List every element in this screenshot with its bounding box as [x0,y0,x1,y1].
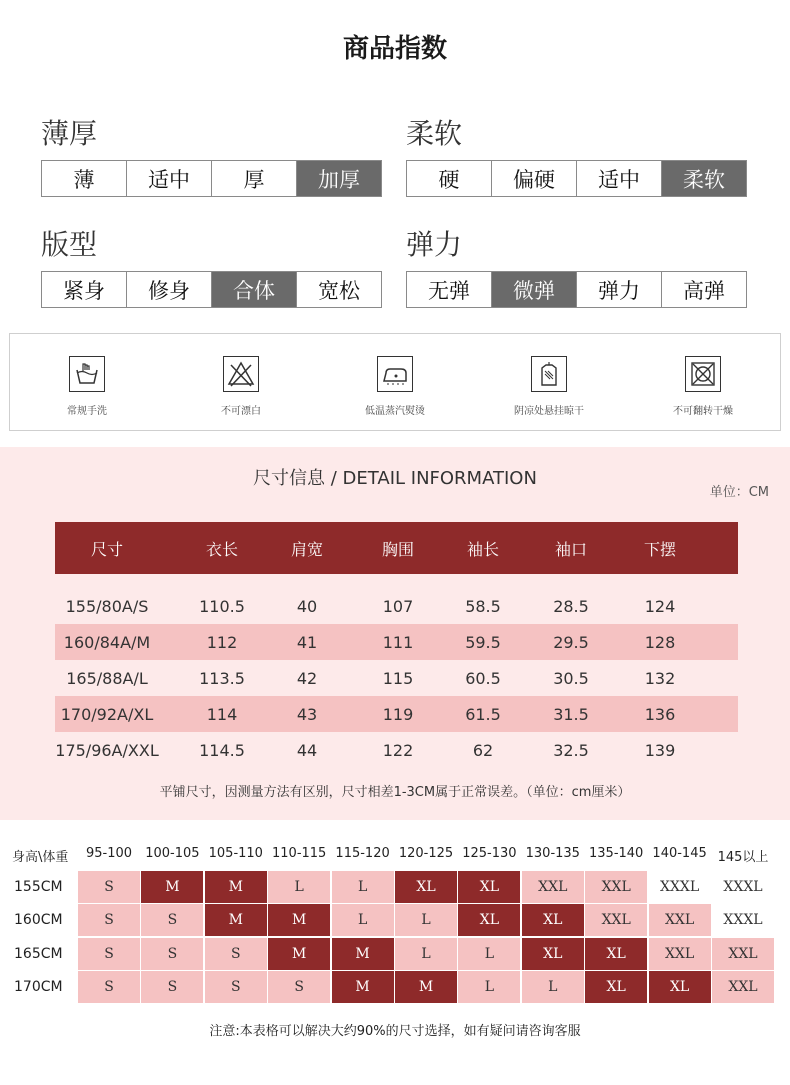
measurement-cell: 111 [382,632,414,652]
size-cell: XXL [712,971,774,1003]
softness-group [406,114,747,197]
table-row [0,971,790,1004]
care-label: 不可漂白 [221,406,261,417]
attr-title: 柔软 [406,117,463,150]
measurement-cell: 29.5 [553,632,589,652]
low-temp-steam-iron-icon [377,356,413,392]
size-label: 170/92A/XL [60,704,154,724]
height-label: 170CM [14,979,63,995]
size-cell: L [395,938,457,970]
attr-option: 修身 [127,272,212,307]
no-bleach-icon [223,356,259,392]
size-label: 175/96A/XXL [55,740,159,760]
measurement-cell: 114.5 [199,740,245,760]
care-item [10,334,164,430]
size-cell: XL [458,871,520,903]
no-tumble-dry-icon [685,356,721,392]
care-label: 不可翻转干燥 [673,406,733,417]
size-cell: XXL [649,904,711,936]
size-cell: XXL [585,871,647,903]
size-cell: XXXL [659,879,700,895]
height-label: 160CM [14,912,63,928]
measurement-cell: 124 [644,596,676,616]
measurement-cell: 112 [206,632,238,652]
elasticity-group [406,225,747,308]
size-cell: L [395,904,457,936]
attr-option: 硬 [407,161,492,196]
attr-bar [406,160,747,197]
thickness-group [41,114,382,197]
size-cell: L [522,971,584,1003]
size-cell: XXL [522,871,584,903]
care-item [164,334,318,430]
size-cell: S [141,904,203,936]
weight-header: 145以上 [717,850,769,865]
measurement-cell: 31.5 [553,704,589,724]
attr-option: 无弹 [407,272,492,307]
size-cell: L [268,871,330,903]
size-cell: XL [522,938,584,970]
measurement-cell: 44 [296,740,318,760]
size-cell: L [458,971,520,1003]
detail-table-header [55,522,738,574]
size-cell: M [141,871,203,903]
size-label: 155/80A/S [65,596,149,616]
weight-header: 130-135 [525,846,580,861]
fit-group [41,225,382,308]
size-cell: XXL [712,938,774,970]
attr-title: 弹力 [406,228,463,261]
weight-header: 105-110 [208,846,263,861]
weight-header: 125-130 [462,846,517,861]
size-label: 165/88A/L [66,668,148,688]
detail-header-cell: 袖口 [554,539,587,559]
detail-header-cell: 尺寸 [90,539,123,559]
attr-bar [41,271,382,308]
measurement-cell: 128 [644,632,676,652]
attr-bar [406,271,747,308]
size-cell: M [332,938,394,970]
attr-option: 适中 [577,161,662,196]
size-cell: XL [395,871,457,903]
care-panel [9,333,781,431]
size-cell: XL [458,904,520,936]
size-cell: S [205,938,267,970]
table-row [55,660,738,696]
measurement-cell: 41 [296,632,318,652]
care-label: 低温蒸汽熨烫 [365,406,425,417]
attr-option: 薄 [42,161,127,196]
size-cell: XL [585,971,647,1003]
attr-option: 紧身 [42,272,127,307]
care-item [472,334,626,430]
detail-title: 尺寸信息 / DETAIL INFORMATION [253,468,537,489]
weight-header: 115-120 [335,846,390,861]
size-cell: M [205,904,267,936]
attr-option: 偏硬 [492,161,577,196]
care-label: 常规手洗 [67,406,107,417]
measurement-cell: 43 [296,704,318,724]
table-row [0,871,790,904]
attr-option: 弹力 [577,272,662,307]
care-item [318,334,472,430]
size-cell: XXXL [723,912,763,928]
size-cell: S [78,971,140,1003]
detail-header-cell: 肩宽 [290,539,323,559]
size-cell: S [141,938,203,970]
measurement-cell: 28.5 [553,596,589,616]
size-cell: S [78,938,140,970]
size-cell: XL [522,904,584,936]
measurement-cell: 132 [644,668,676,688]
weight-header: 140-145 [652,846,707,861]
care-item [626,334,780,430]
measurement-cell: 115 [382,668,414,688]
size-cell: M [395,971,457,1003]
size-cell: XXL [585,904,647,936]
size-cell: XL [585,938,647,970]
hang-dry-shade-icon [531,356,567,392]
measurement-cell: 61.5 [465,704,501,724]
size-cell: S [268,971,330,1003]
measurement-cell: 119 [382,704,414,724]
hand-wash-icon [69,356,105,392]
measurement-cell: 136 [644,704,676,724]
recommend-table-header [0,846,790,866]
detail-note: 平铺尺寸，因测量方法有区别，尺寸相差1-3CM属于正常误差。（单位：cm厘米） [159,785,631,800]
detail-section [0,447,790,820]
measurement-cell: 62 [472,740,494,760]
weight-header: 95-100 [85,846,133,861]
attr-title: 版型 [41,228,98,261]
size-label: 160/84A/M [63,632,151,652]
size-cell: L [332,904,394,936]
measurement-cell: 107 [382,596,414,616]
weight-header: 120-125 [398,846,454,861]
measurement-cell: 42 [296,668,318,688]
size-cell: M [268,938,330,970]
table-row [55,696,738,732]
detail-header-cell: 下摆 [643,539,676,559]
size-cell: M [205,871,267,903]
page-title: 商品指数 [342,34,447,64]
attr-option-selected: 柔软 [662,161,746,196]
attr-option: 适中 [127,161,212,196]
detail-header-cell: 胸围 [381,539,414,559]
detail-header-cell: 衣长 [205,539,238,559]
measurement-cell: 114 [206,704,238,724]
size-cell: L [332,871,394,903]
table-row [0,938,790,971]
table-row [55,588,738,624]
measurement-cell: 110.5 [199,596,245,616]
attr-option-selected: 微弹 [492,272,577,307]
table-row [55,732,738,768]
size-cell: XXXL [723,879,763,895]
height-label: 165CM [14,946,63,962]
attr-option-selected: 合体 [212,272,297,307]
size-cell: S [78,904,140,936]
size-cell: S [141,971,203,1003]
measurement-cell: 139 [644,740,676,760]
detail-header-cell: 袖长 [466,539,499,559]
height-weight-corner: 身高\体重 [12,850,69,865]
measurement-cell: 113.5 [199,668,245,688]
attr-title: 薄厚 [41,117,98,150]
size-cell: XL [649,971,711,1003]
attr-option-selected: 加厚 [297,161,381,196]
attr-option: 宽松 [318,278,360,303]
measurement-cell: 30.5 [553,668,589,688]
measurement-cell: 59.5 [465,632,501,652]
weight-header: 110-115 [272,846,327,861]
size-cell: XXL [649,938,711,970]
measurement-cell: 122 [382,740,414,760]
table-row [0,904,790,937]
size-cell: S [205,971,267,1003]
measurement-cell: 32.5 [553,740,589,760]
unit-label: 单位：CM [709,485,769,500]
weight-header: 135-140 [589,846,644,861]
weight-header: 100-105 [145,846,200,861]
attr-option: 高弹 [683,278,725,303]
size-cell: M [268,904,330,936]
size-cell: M [332,971,394,1003]
size-cell: S [78,871,140,903]
measurement-cell: 58.5 [465,596,501,616]
measurement-cell: 40 [296,596,318,616]
table-row [55,624,738,660]
footer-note: 注意:本表格可以解决大约90%的尺寸选择，如有疑问请咨询客服 [209,1024,581,1039]
measurement-cell: 60.5 [465,668,501,688]
attr-option: 厚 [212,161,297,196]
care-label: 阴凉处悬挂晾干 [514,406,584,417]
attr-bar [41,160,382,197]
size-cell: L [458,938,520,970]
height-label: 155CM [14,879,63,895]
